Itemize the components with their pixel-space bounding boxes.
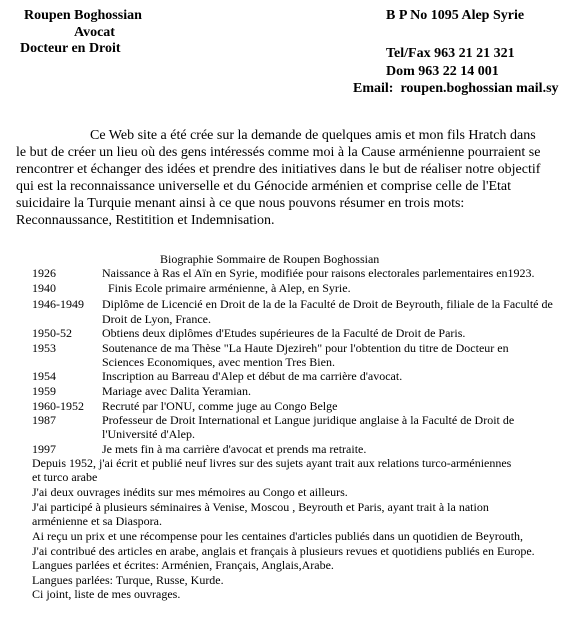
author-role: Avocat — [74, 25, 115, 40]
bio-text: Soutenance de ma Thèse "La Haute Djezireh" pour l'obtention du titre de Docteur en — [102, 341, 509, 355]
bio-year: 1987 — [32, 413, 56, 427]
bio-year: 1940 — [32, 281, 56, 295]
home-phone: Dom 963 22 14 001 — [386, 64, 499, 79]
intro-paragraph — [16, 127, 568, 229]
email-line — [353, 81, 559, 97]
bio-text: Recruté par l'ONU, comme juge au Congo Belge — [102, 399, 338, 413]
bio-year: 1946-1949 — [32, 297, 84, 311]
bio-note: arménienne et sa Diaspora. — [32, 514, 162, 528]
bio-year: 1954 — [32, 369, 56, 383]
bio-note: Langues parlées et écrites: Arménien, Français, Anglais,Arabe. — [32, 558, 334, 572]
author-title: Docteur en Droit — [20, 41, 121, 56]
intro-line: Reconnaussance, Restitition et Indemnisation. — [16, 213, 275, 228]
tel-fax: Tel/Fax 963 21 21 321 — [386, 46, 515, 61]
bio-note: Langues parlées: Turque, Russe, Kurde. — [32, 573, 224, 587]
intro-line: rencontrer et échanger des idées et prendre des initiatives dans le but de réaliser notre objectif — [16, 162, 541, 177]
bio-year: 1950-52 — [32, 326, 72, 340]
bio-year: 1959 — [32, 384, 56, 398]
bio-note: Ai reçu un prix et une récompense pour les centaines d'articles publiés dans un quotidien de Beyrouth, — [32, 529, 524, 543]
intro-line: suicidaire la Turquie menant ainsi à ce que nous pouvons résumer en trois mots: — [16, 196, 465, 211]
author-name: Roupen Boghossian — [24, 8, 142, 23]
bio-text: Sciences Economiques, avec mention Tres Bien. — [102, 355, 335, 369]
intro-line: le but de créer un lieu où des gens intéressés comme moi à la Cause arménienne pourraient se — [16, 145, 541, 160]
biography-title: Biographie Sommaire de Roupen Boghossian — [160, 252, 380, 266]
intro-line: qui est la reconnaissance universelle et du Génocide arménien et comprise celle de l'Etat — [16, 179, 512, 194]
bio-text: Inscription au Barreau d'Alep et début de ma carrière d'avocat. — [102, 369, 403, 383]
bio-text: Je mets fin à ma carrière d'avocat et prends ma retraite. — [102, 442, 367, 456]
bio-year: 1926 — [32, 266, 56, 280]
bio-year: 1997 — [32, 442, 56, 456]
postal-address: B P No 1095 Alep Syrie — [386, 8, 525, 23]
bio-note: Depuis 1952, j'ai écrit et publié neuf livres sur des sujets ayant trait aux relations turco-arméniennes — [32, 456, 512, 470]
bio-text: Professeur de Droit International et Langue juridique anglaise à la Faculté de Droit de — [102, 413, 515, 427]
intro-line: Ce Web site a été crée sur la demande de quelques amis et mon fils Hratch dans — [90, 128, 536, 143]
bio-text: Diplôme de Licencié en Droit de la de la Faculté de Droit de Beyrouth, filiale de la Faculté de — [102, 297, 553, 311]
bio-text: Mariage avec Dalita Yeramian. — [102, 384, 251, 398]
bio-note: J'ai contribué des articles en arabe, anglais et français à plusieurs revues et quotidiens publiés en Europe. — [32, 544, 535, 558]
bio-note: J'ai deux ouvrages inédits sur mes mémoires au Congo et ailleurs. — [32, 485, 348, 499]
bio-text: Finis Ecole primaire arménienne, à Alep, en Syrie. — [108, 281, 351, 295]
bio-note: Ci joint, liste de mes ouvrages. — [32, 587, 181, 601]
bio-note: J'ai participé à plusieurs séminaires à Venise, Moscou , Beyrouth et Paris, ayant trait à la nation — [32, 500, 489, 514]
bio-year: 1960-1952 — [32, 399, 84, 413]
bio-text: Droit de Lyon, France. — [102, 312, 211, 326]
email-value: roupen.boghossian mail.sy — [400, 81, 559, 96]
bio-year: 1953 — [32, 341, 56, 355]
bio-text: Naissance à Ras el Aïn en Syrie, modifiée pour raisons electorales parlementaires en1923. — [102, 266, 535, 280]
bio-note: et turco arabe — [32, 470, 98, 484]
email-label: Email: — [353, 81, 394, 96]
bio-text: Obtiens deux diplômes d'Etudes supérieures de la Faculté de Droit de Paris. — [102, 326, 466, 340]
bio-text: l'Université d'Alep. — [102, 427, 195, 441]
